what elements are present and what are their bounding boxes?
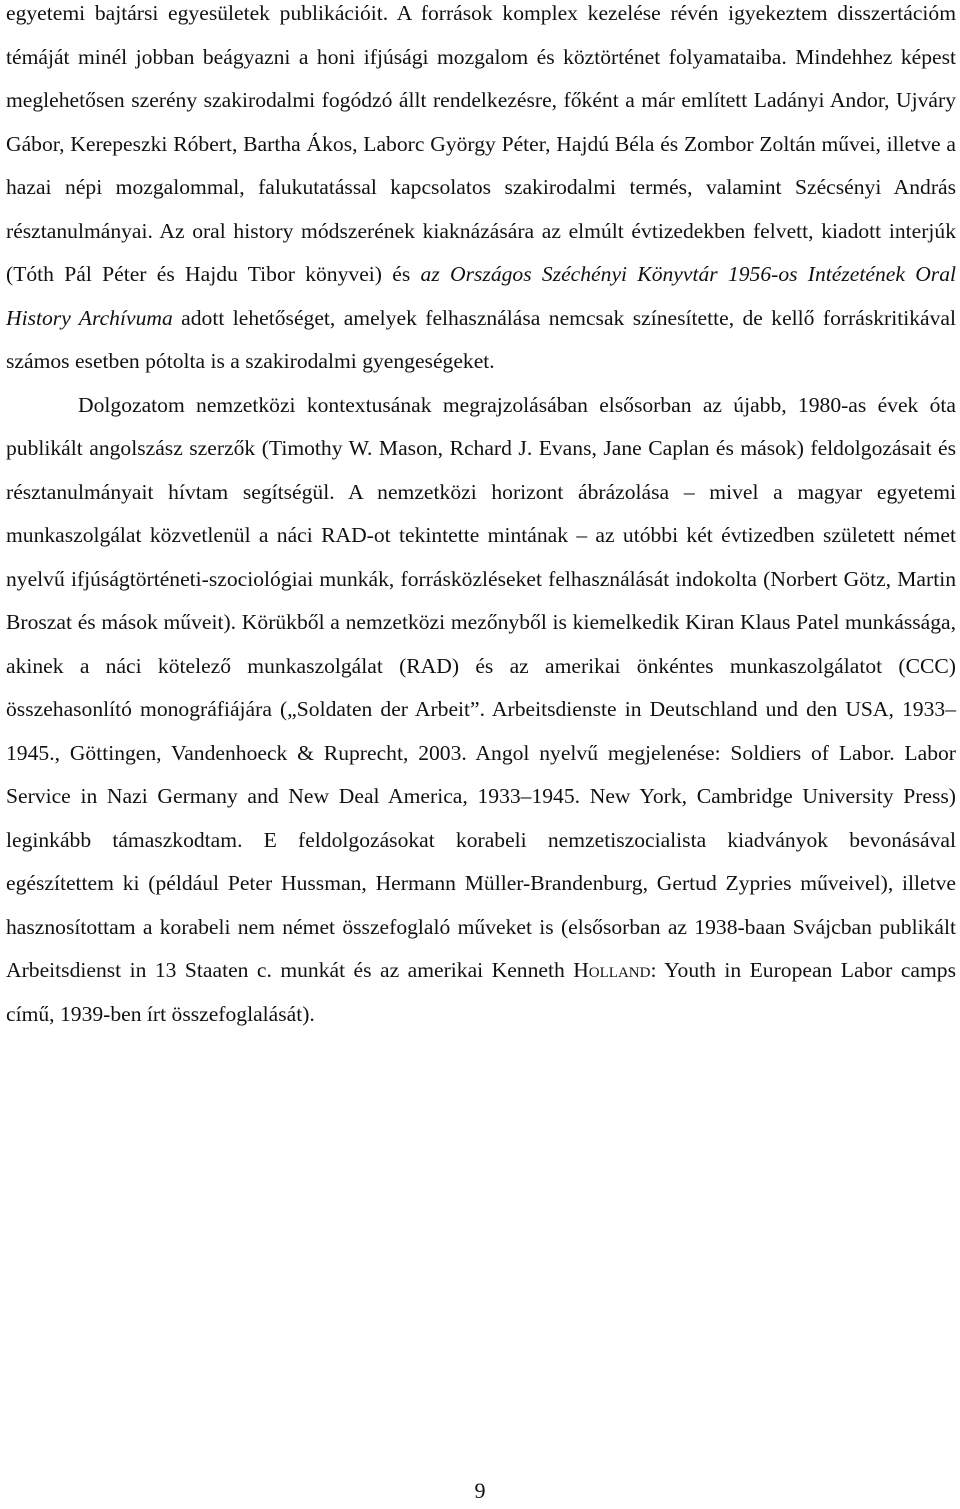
document-page bbox=[6, 0, 956, 1036]
paragraph-1-text-b: adott lehetőséget, amelyek felhasználása nemcsak színesítette, de kellő forráskritikával számos esetben pótolta is a szakirodalmi gyengeségeket. bbox=[6, 305, 956, 373]
paragraph-1-text-a: egyetemi bajtársi egyesületek publikációit. A források komplex kezelése révén igyekeztem disszertációm témáját minél jobban beágyazni a honi ifjúsági mozgalom és köztörténet folyamataiba. Mindehhez képest meglehetősen szerény szakirodalmi fogódzó állt rendelkezésre, főként a már említett Ladányi Andor, Ujváry Gábor, Kerepeszki Róbert, Bartha Ákos, Laborc György Péter, Hajdú Béla és Zombor Zoltán művei, illetve a hazai népi mozgalommal, falukutatással kapcsolatos szakirodalmi termés, valamint Szécsényi András résztanulmányai. Az oral history módszerének kiaknázására az elmúlt évtizedekben felvett, kiadott interjúk (Tóth Pál Péter és Hajdu Tibor könyvei) és bbox=[6, 1, 956, 286]
paragraph-2-text-a: Dolgozatom nemzetközi kontextusának megrajzolásában elsősorban az újabb, 1980-as évek óta publikált angolszász szerzők (Timothy W. Mason, Rchard J. Evans, Jane Caplan és mások) feldolgozásait és résztanulmányait hívtam segítségül. A nemzetközi horizont ábrázolása – mivel a magyar egyetemi munkaszolgálat közvetlenül a náci RAD-ot tekintette mintának – az utóbbi két évtizedben született német nyelvű ifjúságtörténeti-szociológiai munkák, forrásközléseket felhasználását indokolta (Norbert Götz, Martin Broszat és mások műveit). Körükből a nemzetközi mezőnyből is kiemelkedik Kiran Klaus Patel munkássága, akinek a náci kötelező munkaszolgálat (RAD) és az amerikai önkéntes munkaszolgálatot (CCC) összehasonlító monográfiájára („Soldaten der Arbeit”. Arbeitsdienste in Deutschland und den USA, 1933–1945., Göttingen, Vandenhoeck & Ruprecht, 2003. Angol nyelvű megjelenése: Soldiers of Labor. Labor Service in Nazi Germany and New Deal America, 1933–1945. New York, Cambridge University Press) leginkább támaszkodtam. E feldolgozásokat korabeli nemzetiszocialista kiadványok bevonásával egészítettem ki (például Peter Hussman, Hermann Müller-Brandenburg, Gertud Zypries műveivel), illetve hasznosítottam a korabeli nem német összefoglaló műveket is (elsősorban az 1938-baan Svájcban publikált Arbeitsdienst in 13 Staaten c. munkát és az amerikai Kenneth bbox=[6, 392, 956, 982]
body-paragraph-1 bbox=[6, 0, 956, 384]
paragraph-2-text-b: : Youth in European Labor camps című, 1939-ben írt összefoglalását). bbox=[6, 958, 956, 1026]
page-number: 9 bbox=[474, 1478, 486, 1503]
archive-title-italic: az Országos Széchényi Könyvtár 1956-os Intézetének Oral History Archívuma bbox=[6, 262, 956, 330]
body-paragraph-2 bbox=[6, 384, 956, 1037]
author-name-small-caps: Holland bbox=[573, 958, 651, 982]
